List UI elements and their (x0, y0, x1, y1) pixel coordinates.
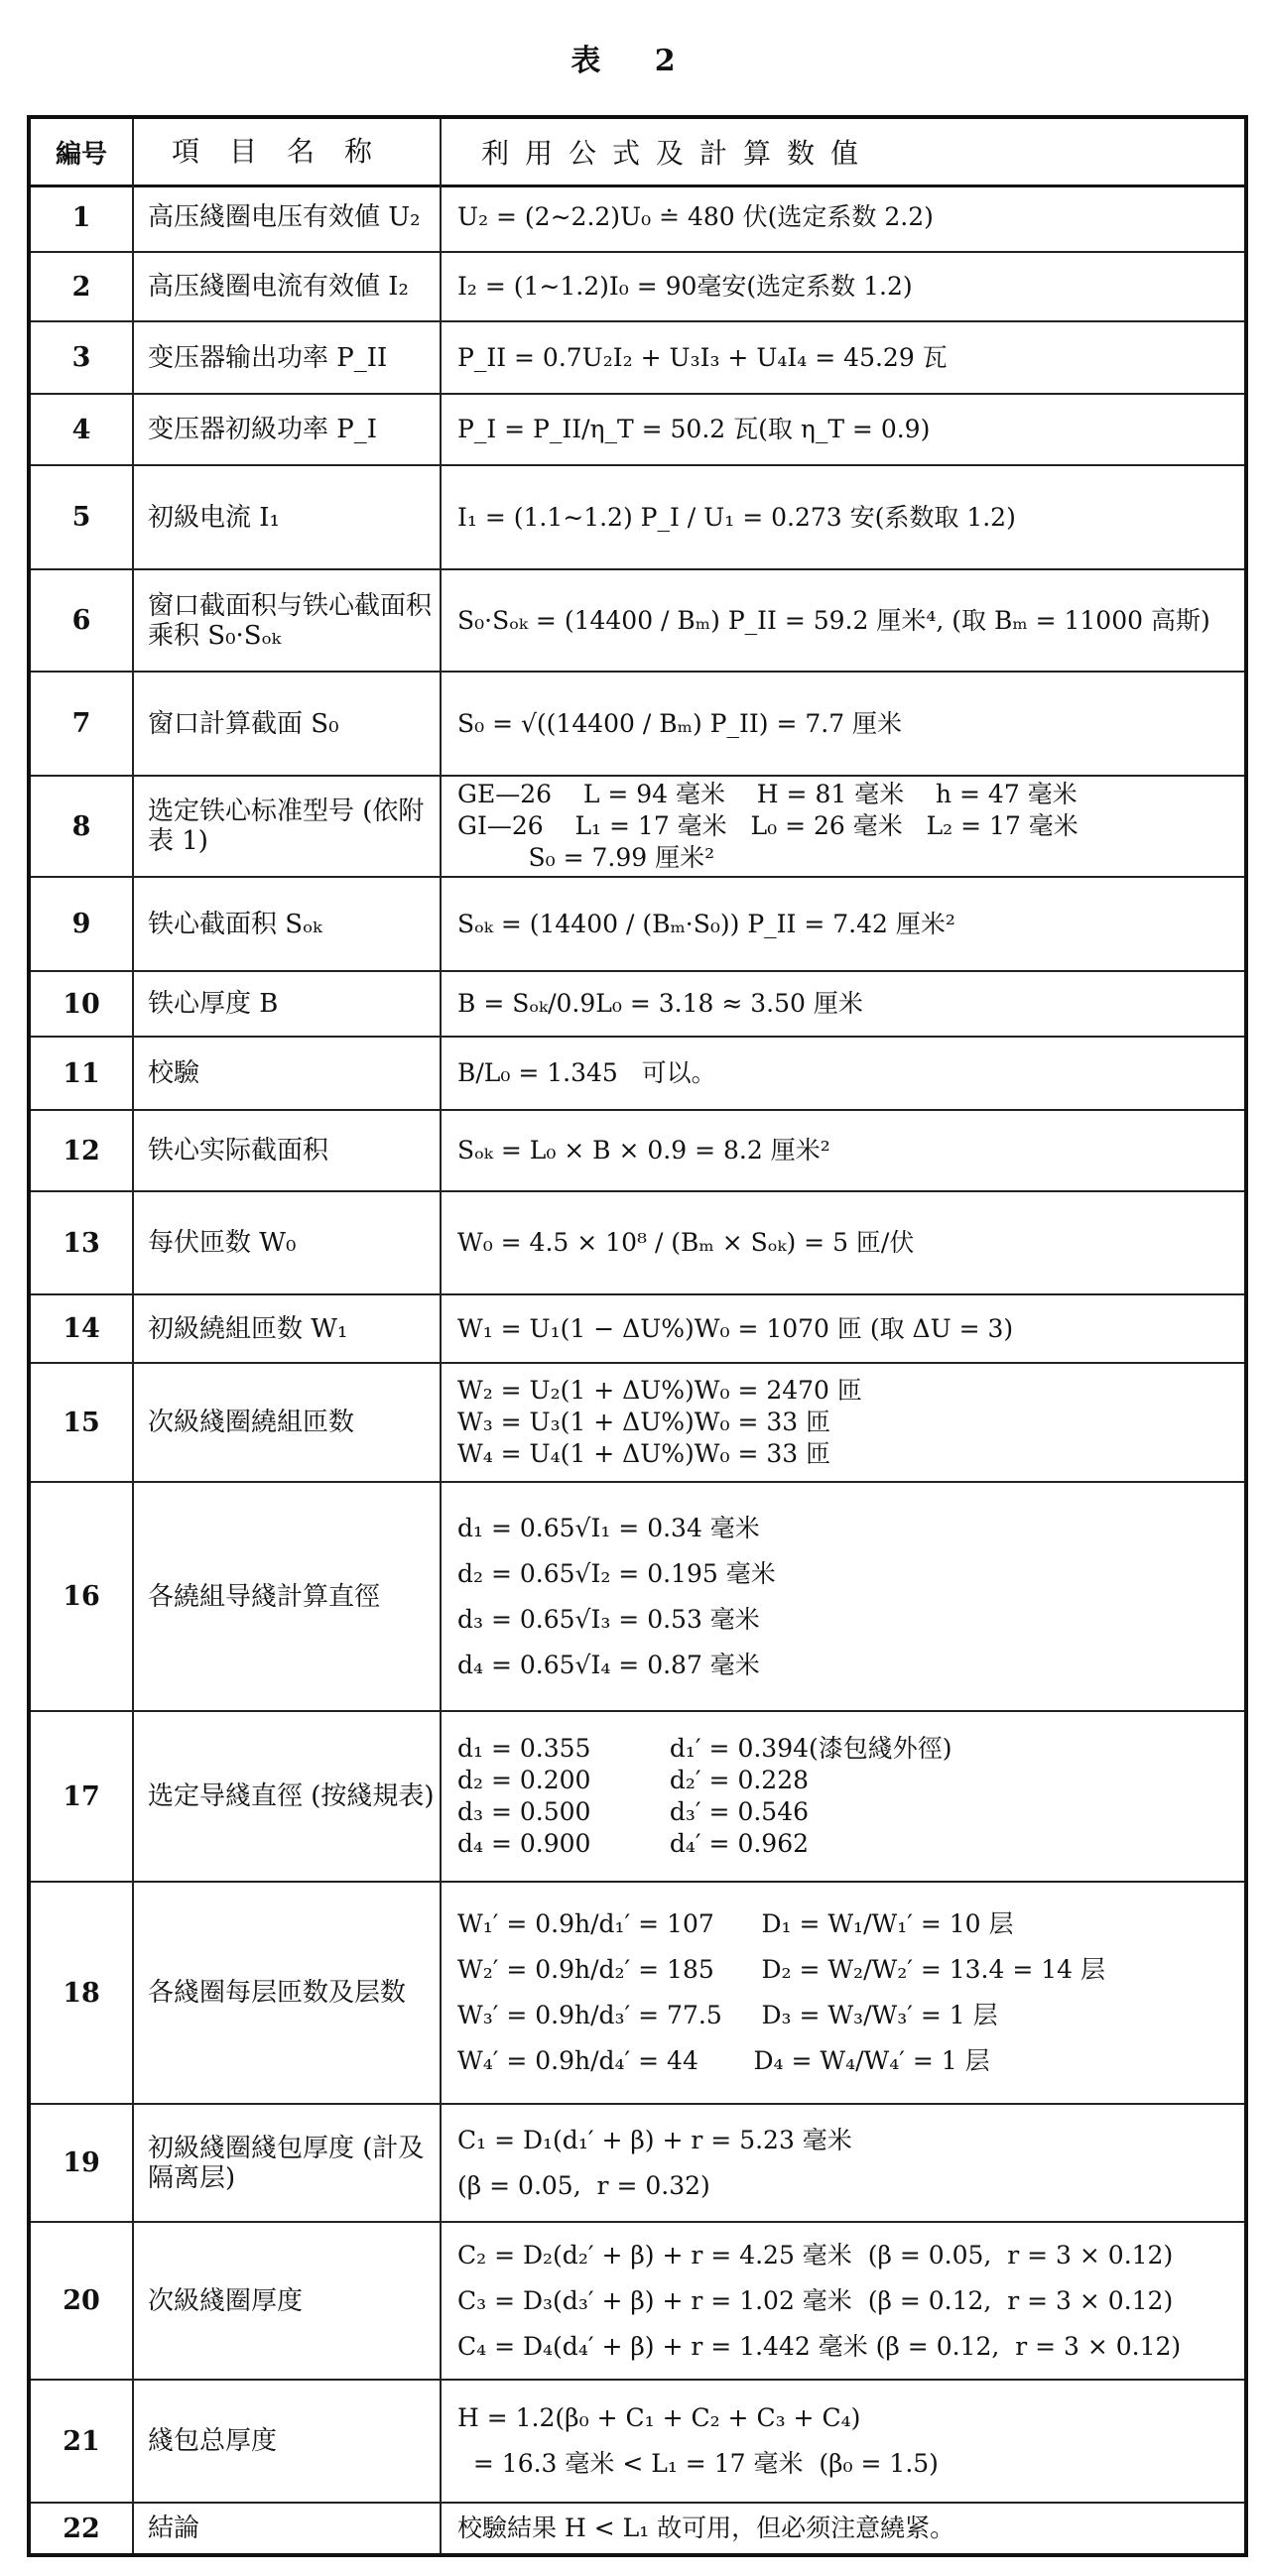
row-item-name (134, 2381, 442, 2502)
item-name-text: 高压綫圈电流有效値 I₂ (148, 272, 409, 302)
row-formula (442, 2381, 1244, 2502)
formula-line: Sₒₖ = (14400 / (Bₘ·S₀)) P_II = 7.42 厘米² (457, 909, 955, 938)
table-header-row (31, 119, 1244, 187)
formula-line: I₂ = (1∼1.2)I₀ = 90毫安(选定系数 1.2) (457, 272, 913, 301)
header-item-name: 項目名称 (134, 119, 442, 184)
row-formula (442, 570, 1244, 671)
row-formula (442, 322, 1244, 393)
table-row (31, 322, 1244, 395)
table-row (31, 1883, 1244, 2105)
row-number: 2 (31, 253, 134, 320)
row-number: 9 (31, 878, 134, 970)
table-row (31, 2223, 1244, 2381)
row-item-name (134, 2504, 442, 2553)
row-number: 10 (31, 972, 134, 1036)
row-formula (442, 673, 1244, 775)
row-number: 20 (31, 2223, 134, 2379)
row-item-name (134, 1192, 442, 1293)
row-formula (442, 2105, 1244, 2221)
row-number: 5 (31, 466, 134, 568)
row-number: 1 (31, 184, 134, 251)
formula-line: 校驗結果 H < L₁ 故可用，但必须注意繞紧。 (457, 2514, 955, 2542)
row-item-name (134, 466, 442, 568)
formula-line: d₁ = 0.65√I₁ = 0.34 毫米 (457, 1513, 760, 1542)
formula-line: d₂ = 0.65√I₂ = 0.195 毫米 (457, 1558, 776, 1588)
row-formula (442, 1111, 1244, 1190)
row-item-name (134, 395, 442, 464)
row-item-name (134, 1038, 442, 1109)
table-row (31, 466, 1244, 570)
row-formula (442, 253, 1244, 320)
header-number: 編号 (31, 119, 134, 184)
row-formula (442, 1364, 1244, 1481)
row-item-name (134, 673, 442, 775)
formula-line: GI—26 L₁ = 17 毫米 L₀ = 26 毫米 L₂ = 17 毫米 (457, 811, 1078, 840)
table-row (31, 184, 1244, 253)
row-item-name (134, 570, 442, 671)
row-item-name (134, 777, 442, 876)
item-name-text: 結論 (148, 2514, 200, 2543)
table-title: 表 2 (571, 44, 697, 78)
row-number: 14 (31, 1295, 134, 1362)
formula-line: I₁ = (1.1∼1.2) P_I / U₁ = 0.273 安(系数取 1.2) (457, 502, 1016, 532)
row-formula (442, 777, 1244, 876)
item-name-text: 变压器输出功率 P_II (148, 342, 388, 373)
table-row (31, 395, 1244, 466)
row-number: 3 (31, 322, 134, 393)
row-formula (442, 1483, 1244, 1710)
row-number: 16 (31, 1483, 134, 1710)
row-number: 11 (31, 1038, 134, 1109)
formula-line: C₁ = D₁(d₁′ + β) + r = 5.23 毫米 (457, 2125, 852, 2154)
row-number: 19 (31, 2105, 134, 2221)
item-name-text: 窗口截面积与铁心截面积乘积 S₀·Sₒₖ (148, 590, 433, 651)
row-item-name (134, 1483, 442, 1710)
item-name-text: 初級电流 I₁ (148, 502, 280, 533)
item-name-text: 变压器初級功率 P_I (148, 415, 378, 444)
item-name-text: 各綫圈每层匝数及层数 (148, 1978, 407, 2008)
row-item-name (134, 972, 442, 1036)
row-formula (442, 466, 1244, 568)
row-formula (442, 972, 1244, 1036)
table-row (31, 2105, 1244, 2223)
row-item-name (134, 253, 442, 320)
formula-line: (β = 0.05, r = 0.32) (457, 2170, 710, 2200)
item-name-text: 铁心实际截面积 (148, 1136, 329, 1165)
table-row (31, 2504, 1244, 2553)
row-number: 7 (31, 673, 134, 775)
table-row (31, 777, 1244, 878)
row-formula (442, 2504, 1244, 2553)
formula-line: Sₒₖ = L₀ × B × 0.9 = 8.2 厘米² (457, 1136, 830, 1165)
row-item-name (134, 1883, 442, 2103)
item-name-text: 选定导綫直徑 (按綫規表) (148, 1781, 435, 1811)
row-formula (442, 1192, 1244, 1293)
formula-line: C₂ = D₂(d₂′ + β) + r = 4.25 毫米 (β = 0.05, r = 3 × 0.12) (457, 2240, 1174, 2269)
row-formula (442, 395, 1244, 464)
row-item-name (134, 2105, 442, 2221)
row-formula (442, 1038, 1244, 1109)
table-row (31, 673, 1244, 777)
formula-line: S₀·Sₒₖ = (14400 / Bₘ) P_II = 59.2 厘米⁴, (取 Bₘ = 11000 高斯) (457, 605, 1210, 635)
item-name-text: 綫包总厚度 (148, 2426, 278, 2456)
row-item-name (134, 1111, 442, 1190)
item-name-text: 初級繞組匝数 W₁ (148, 1313, 348, 1344)
table-row (31, 570, 1244, 673)
item-name-text: 每伏匝数 W₀ (148, 1228, 297, 1258)
formula-line: W₀ = 4.5 × 10⁸ / (Bₘ × Sₒₖ) = 5 匝/伏 (457, 1228, 915, 1257)
formula-line: C₄ = D₄(d₄′ + β) + r = 1.442 毫米 (β = 0.12, r = 3 × 0.12) (457, 2331, 1182, 2361)
item-name-text: 选定铁心标准型号 (依附表 1) (148, 797, 425, 856)
formula-line: d₁ = 0.355 d₁′ = 0.394(漆包綫外徑) (457, 1734, 952, 1763)
row-formula (442, 1295, 1244, 1362)
item-name-text: 高压綫圈电压有效値 U₂ (148, 202, 421, 232)
table-row (31, 1364, 1244, 1483)
formula-line: W₁ = U₁(1 − ΔU%)W₀ = 1070 匝 (取 ΔU = 3) (457, 1313, 1014, 1343)
row-number: 4 (31, 395, 134, 464)
row-item-name (134, 1364, 442, 1481)
formula-line: W₄′ = 0.9h/d₄′ = 44 D₄ = W₄/W₄′ = 1 层 (457, 2046, 990, 2075)
row-formula (442, 1883, 1244, 2103)
formula-line: C₃ = D₃(d₃′ + β) + r = 1.02 毫米 (β = 0.12, r = 3 × 0.12) (457, 2285, 1174, 2315)
formula-line: d₄ = 0.900 d₄′ = 0.962 (457, 1829, 810, 1858)
table-row (31, 1712, 1244, 1883)
formula-line: d₃ = 0.500 d₃′ = 0.546 (457, 1797, 810, 1826)
row-number: 13 (31, 1192, 134, 1293)
item-name-text: 窗口計算截面 S₀ (148, 708, 339, 739)
item-name-text: 次級綫圈繞組匝数 (148, 1408, 355, 1437)
header-formula: 利用公式及計算数值 (481, 137, 875, 170)
row-item-name (134, 1712, 442, 1881)
row-number: 21 (31, 2381, 134, 2502)
formula-line: S₀ = 7.99 厘米² (457, 843, 715, 872)
item-name-text: 铁心截面积 Sₒₖ (148, 909, 322, 939)
table-row (31, 878, 1244, 972)
table-row (31, 253, 1244, 322)
formula-line: W₄ = U₄(1 + ΔU%)W₀ = 33 匝 (457, 1439, 831, 1468)
table-row (31, 2381, 1244, 2504)
formula-line: GE—26 L = 94 毫米 H = 81 毫米 h = 47 毫米 (457, 780, 1078, 808)
row-number: 8 (31, 777, 134, 876)
table-row (31, 1483, 1244, 1712)
calculation-table (27, 115, 1248, 2557)
row-item-name (134, 184, 442, 251)
row-number: 18 (31, 1883, 134, 2103)
item-name-text: 初級綫圈綫包厚度 (計及隔离层) (148, 2133, 425, 2193)
formula-line: B = Sₒₖ/0.9L₀ = 3.18 ≈ 3.50 厘米 (457, 989, 863, 1018)
row-number: 17 (31, 1712, 134, 1881)
row-formula (442, 2223, 1244, 2379)
formula-line: W₃′ = 0.9h/d₃′ = 77.5 D₃ = W₃/W₃′ = 1 层 (457, 2001, 998, 2029)
formula-line: P_II = 0.7U₂I₂ + U₃I₃ + U₄I₄ = 45.29 瓦 (457, 342, 948, 372)
formula-line: d₄ = 0.65√I₄ = 0.87 毫米 (457, 1650, 760, 1679)
formula-line: U₂ = (2∼2.2)U₀ ≐ 480 伏(选定系数 2.2) (457, 202, 934, 231)
row-number: 15 (31, 1364, 134, 1481)
formula-line: P_I = P_II/η_T = 50.2 瓦(取 η_T = 0.9) (457, 415, 931, 443)
table-row (31, 1111, 1244, 1192)
table-row (31, 1192, 1244, 1295)
formula-line: d₃ = 0.65√I₃ = 0.53 毫米 (457, 1604, 760, 1634)
formula-line: W₂′ = 0.9h/d₂′ = 185 D₂ = W₂/W₂′ = 13.4 = 14 层 (457, 1955, 1106, 1984)
row-number: 12 (31, 1111, 134, 1190)
row-item-name (134, 2223, 442, 2379)
formula-line: W₁′ = 0.9h/d₁′ = 107 D₁ = W₁/W₁′ = 10 层 (457, 1909, 1014, 1938)
row-formula (442, 1712, 1244, 1881)
formula-line: d₂ = 0.200 d₂′ = 0.228 (457, 1766, 810, 1794)
formula-line: B/L₀ = 1.345 可以。 (457, 1058, 716, 1087)
row-item-name (134, 1295, 442, 1362)
item-name-text: 次級綫圈厚度 (148, 2285, 304, 2316)
table-row (31, 1038, 1244, 1111)
item-name-text: 各繞組导綫計算直徑 (148, 1581, 381, 1612)
item-name-text: 校驗 (148, 1058, 200, 1088)
formula-line: = 16.3 毫米 < L₁ = 17 毫米 (β₀ = 1.5) (457, 2449, 939, 2478)
row-formula (442, 878, 1244, 970)
row-number: 6 (31, 570, 134, 671)
table-row (31, 972, 1244, 1038)
formula-line: S₀ = √((14400 / Bₘ) P_II) = 7.7 厘米 (457, 708, 903, 738)
formula-line: H = 1.2(β₀ + C₁ + C₂ + C₃ + C₄) (457, 2403, 861, 2432)
table-row (31, 1295, 1244, 1364)
formula-line: W₂ = U₂(1 + ΔU%)W₀ = 2470 匝 (457, 1376, 862, 1405)
row-number: 22 (31, 2504, 134, 2553)
formula-line: W₃ = U₃(1 + ΔU%)W₀ = 33 匝 (457, 1408, 831, 1436)
row-formula (442, 184, 1244, 251)
item-name-text: 铁心厚度 B (148, 989, 279, 1019)
row-item-name (134, 322, 442, 393)
row-item-name (134, 878, 442, 970)
